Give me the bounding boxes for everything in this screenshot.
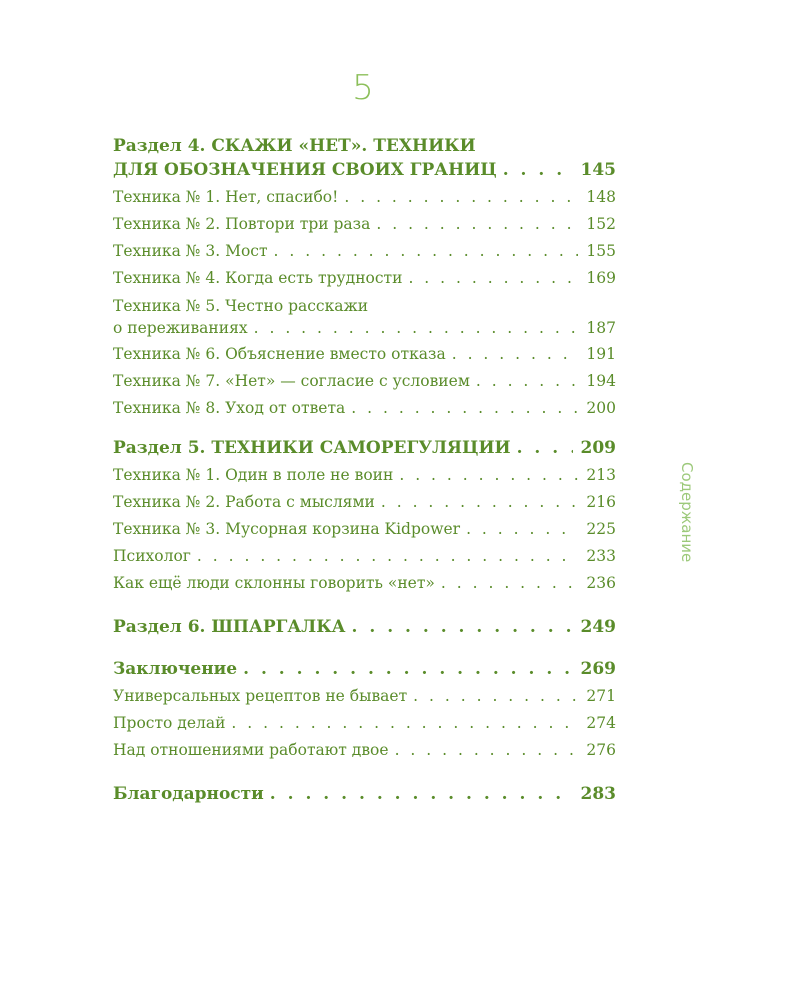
section-page-number: 269 <box>580 659 616 679</box>
section-entry[interactable] <box>113 436 616 460</box>
toc-item[interactable] <box>113 737 616 764</box>
item-title: Техника № 2. Работа с мыслями <box>113 493 375 511</box>
page-number: 5 <box>352 68 374 108</box>
toc-item[interactable] <box>113 238 616 265</box>
dot-leader <box>466 516 578 543</box>
section-title: Раздел 6. ШПАРГАЛКА <box>113 617 346 637</box>
item-title-line1: Техника № 5. Честно расскажи <box>113 297 369 315</box>
toc-item[interactable] <box>113 184 616 211</box>
toc-item[interactable] <box>113 368 616 395</box>
item-title: Техника № 3. Мусорная корзина Kidpower <box>113 520 461 538</box>
item-page-number: 225 <box>586 520 616 538</box>
item-page-number: 200 <box>586 399 616 417</box>
item-page-number: 155 <box>586 242 616 260</box>
item-title: Психолог <box>113 547 191 565</box>
toc-section-conclusion <box>113 657 616 764</box>
toc-item[interactable] <box>113 265 616 292</box>
item-page-number: 216 <box>586 493 616 511</box>
toc-item[interactable] <box>113 341 616 368</box>
item-page-number: 271 <box>586 687 616 705</box>
toc-item[interactable] <box>113 570 616 597</box>
item-title: Техника № 3. Мост <box>113 242 268 260</box>
section-items <box>113 462 616 597</box>
section-items <box>113 184 616 422</box>
item-title: Над отношениями работают двое <box>113 741 389 759</box>
running-header-side-label: Содержание <box>678 462 696 563</box>
item-page-number: 276 <box>586 741 616 759</box>
toc-section-4 <box>113 134 616 422</box>
section-items <box>113 683 616 764</box>
item-title: Техника № 1. Один в поле не воин <box>113 466 394 484</box>
toc-item[interactable] <box>113 683 616 710</box>
dot-leader <box>381 489 578 516</box>
section-title-line2: ДЛЯ ОБОЗНАЧЕНИЯ СВОИХ ГРАНИЦ <box>113 160 497 180</box>
item-title: Техника № 4. Когда есть трудности <box>113 269 403 287</box>
dot-leader <box>231 710 578 737</box>
section-page-number: 145 <box>580 160 616 180</box>
section-entry[interactable] <box>113 657 616 681</box>
toc-section-6 <box>113 615 616 639</box>
dot-leader <box>399 462 578 489</box>
item-title-line2: о переживаниях <box>113 319 248 337</box>
dot-leader <box>254 317 578 339</box>
item-page-number: 236 <box>586 574 616 592</box>
section-entry[interactable] <box>113 158 616 182</box>
item-page-number: 169 <box>586 269 616 287</box>
item-title: Техника № 2. Повтори три раза <box>113 215 371 233</box>
dot-leader <box>503 158 573 182</box>
dot-leader <box>352 615 573 639</box>
item-title: Как ещё люди склонны говорить «нет» <box>113 574 435 592</box>
dot-leader <box>408 265 578 292</box>
toc-item[interactable] <box>113 710 616 737</box>
toc-section-5 <box>113 436 616 597</box>
section-page-number: 249 <box>580 617 616 637</box>
item-title: Универсальных рецептов не бывает <box>113 687 408 705</box>
dot-leader <box>344 184 578 211</box>
dot-leader <box>243 657 572 681</box>
dot-leader <box>395 737 578 764</box>
item-page-number: 233 <box>586 547 616 565</box>
section-entry[interactable] <box>113 782 616 806</box>
dot-leader <box>452 341 578 368</box>
toc-item[interactable] <box>113 516 616 543</box>
section-title-line1[interactable]: Раздел 4. СКАЖИ «НЕТ». ТЕХНИКИ <box>113 136 476 156</box>
dot-leader <box>441 570 578 597</box>
item-page-number: 191 <box>586 345 616 363</box>
dot-leader <box>476 368 578 395</box>
dot-leader <box>413 683 578 710</box>
dot-leader <box>517 436 573 460</box>
dot-leader <box>376 211 578 238</box>
section-entry[interactable] <box>113 615 616 639</box>
section-page-number: 283 <box>580 784 616 804</box>
section-title: Благодарности <box>113 784 264 804</box>
item-title: Техника № 7. «Нет» — согласие с условием <box>113 372 470 390</box>
dot-leader <box>270 782 573 806</box>
item-title: Техника № 1. Нет, спасибо! <box>113 188 339 206</box>
section-page-number: 209 <box>580 438 616 458</box>
toc-item[interactable] <box>113 489 616 516</box>
section-title: Раздел 5. ТЕХНИКИ САМОРЕГУЛЯЦИИ <box>113 438 511 458</box>
item-page-number: 187 <box>586 319 616 337</box>
item-title: Просто делай <box>113 714 226 732</box>
dot-leader <box>197 543 578 570</box>
toc-item[interactable] <box>113 395 616 422</box>
item-title: Техника № 6. Объяснение вместо отказа <box>113 345 446 363</box>
item-page-number: 148 <box>586 188 616 206</box>
toc-item[interactable] <box>113 462 616 489</box>
item-page-number: 274 <box>586 714 616 732</box>
item-page-number: 213 <box>586 466 616 484</box>
item-page-number: 152 <box>586 215 616 233</box>
toc-item[interactable] <box>113 292 616 341</box>
dot-leader <box>274 238 578 265</box>
toc-item[interactable] <box>113 211 616 238</box>
table-of-contents <box>113 134 616 806</box>
toc-item[interactable] <box>113 543 616 570</box>
toc-section-acknowledgements <box>113 782 616 806</box>
dot-leader <box>351 395 578 422</box>
item-title: Техника № 8. Уход от ответа <box>113 399 346 417</box>
section-title: Заключение <box>113 659 238 679</box>
item-page-number: 194 <box>586 372 616 390</box>
